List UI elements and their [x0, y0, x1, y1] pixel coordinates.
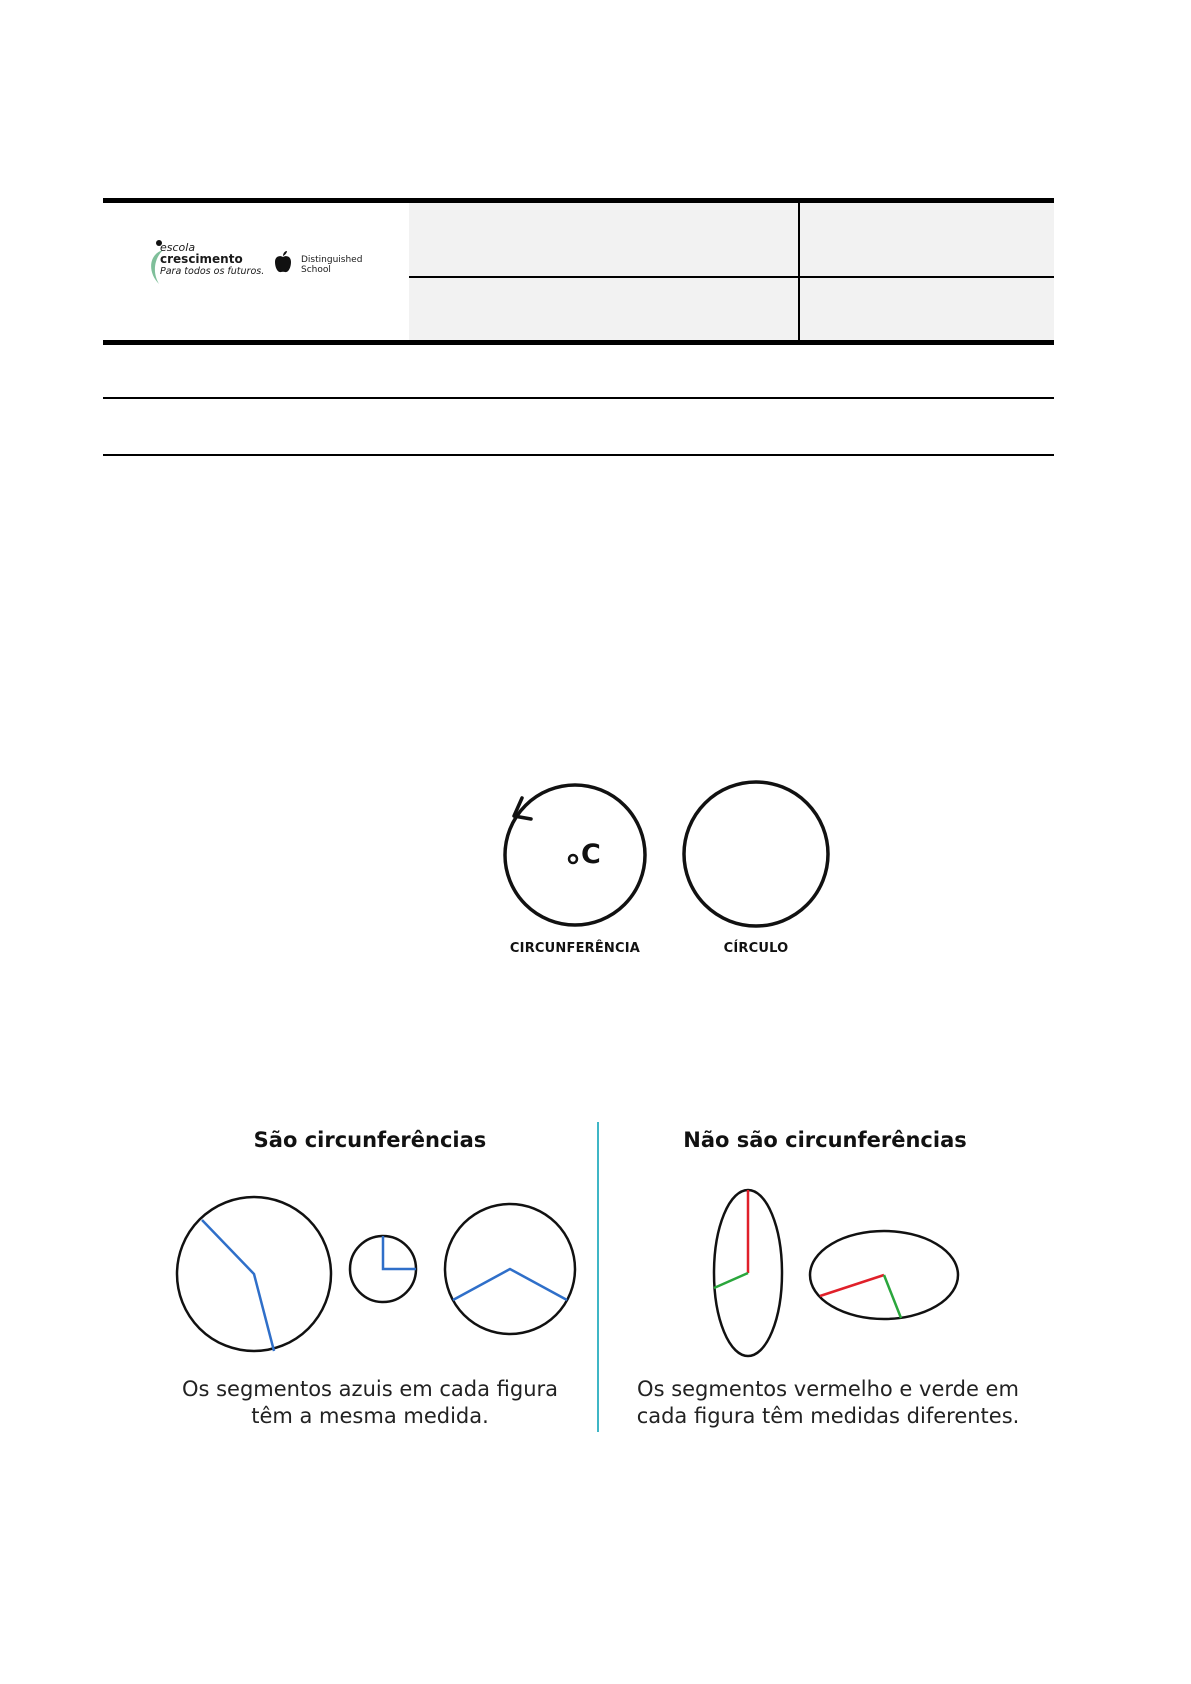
header-bottom-rule [103, 340, 1054, 345]
left-caption-line1: Os segmentos azuis em cada figura [181, 1377, 559, 1401]
header-field-top-left[interactable] [409, 203, 798, 276]
badge-line2: School [301, 265, 331, 275]
circle-label: CÍRCULO [723, 941, 789, 956]
long-segment [820, 1275, 884, 1296]
left-heading: São circunferências [253, 1128, 487, 1152]
short-segment [714, 1273, 748, 1288]
circumference-label: CIRCUNFERÊNCIA [509, 941, 641, 956]
center-point [569, 855, 577, 863]
circle-shape [684, 782, 828, 926]
figure-circumference-vs-circle [490, 770, 850, 940]
header-divider-horizontal [409, 276, 1054, 278]
answer-line-2 [103, 454, 1054, 456]
circles-with-radii [170, 1190, 590, 1360]
right-caption [618, 1376, 1038, 1430]
school-logo [145, 238, 375, 288]
figure-divider [597, 1122, 599, 1432]
left-caption-line2: têm a mesma medida. [251, 1404, 489, 1428]
radius-segments [453, 1269, 567, 1300]
short-segment [884, 1275, 901, 1318]
logo-line1: escola [160, 241, 196, 254]
answer-line-1 [103, 397, 1054, 399]
logo-line2: crescimento [160, 252, 243, 266]
apple-icon [273, 250, 293, 274]
header-divider-vertical [798, 203, 800, 341]
ellipses-with-segments [700, 1180, 1000, 1370]
header-field-top-right[interactable] [800, 203, 1054, 276]
left-caption [160, 1376, 580, 1430]
header-field-bottom-left[interactable] [409, 278, 798, 340]
logo-tagline: Para todos os futuros. [160, 266, 265, 277]
radius-segments [202, 1220, 274, 1351]
badge-line1: Distinguished [301, 255, 363, 265]
right-caption-line2: cada figura têm medidas diferentes. [636, 1404, 1020, 1428]
header-field-bottom-right[interactable] [800, 278, 1054, 340]
center-label: C [581, 839, 601, 870]
right-caption-line1: Os segmentos vermelho e verde em [637, 1377, 1019, 1401]
right-heading: Não são circunferências [683, 1128, 967, 1152]
